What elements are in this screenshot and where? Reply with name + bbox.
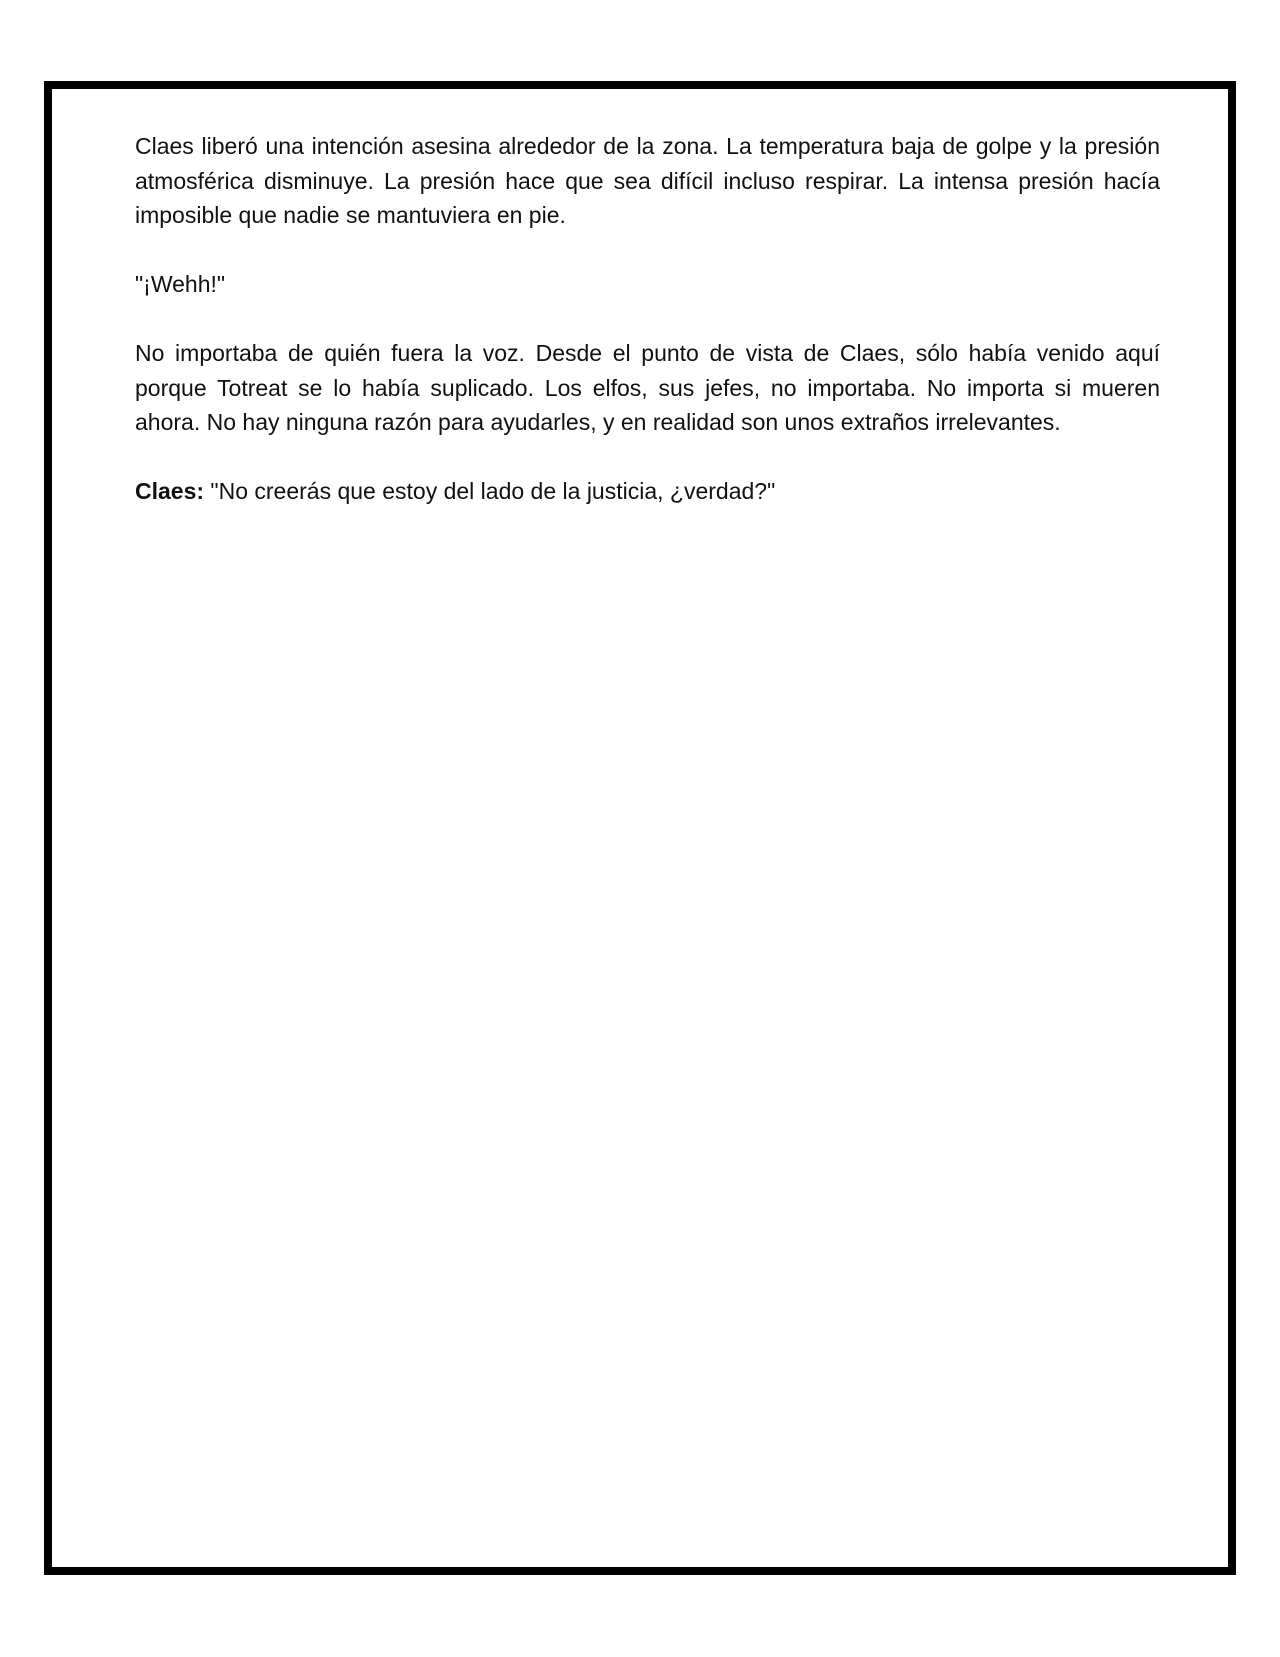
page-frame — [44, 81, 1236, 1575]
speaker-label: Claes: — [135, 478, 205, 504]
paragraph-2: "¡Wehh!" — [135, 271, 226, 297]
paragraph-3: No importaba de quién fuera la voz. Desde el punto de vista de Claes, sólo había venido aquí porque Totreat se lo había suplicado. Los elfos, sus jefes, no importaba. No importa si mueren ahora. No hay ninguna razón para ayudarles, y en realidad son unos extraños irrelevantes. — [135, 340, 1160, 435]
dialogue-line — [135, 474, 1160, 509]
dialogue-text: "No creerás que estoy del lado de la justicia, ¿verdad?" — [204, 478, 776, 504]
paragraph-1: Claes liberó una intención asesina alrededor de la zona. La temperatura baja de golpe y la presión atmosférica disminuye. La presión hace que sea difícil incluso respirar. La intensa presión hacía imposible que nadie se mantuviera en pie. — [135, 133, 1160, 228]
text-body — [135, 129, 1160, 543]
